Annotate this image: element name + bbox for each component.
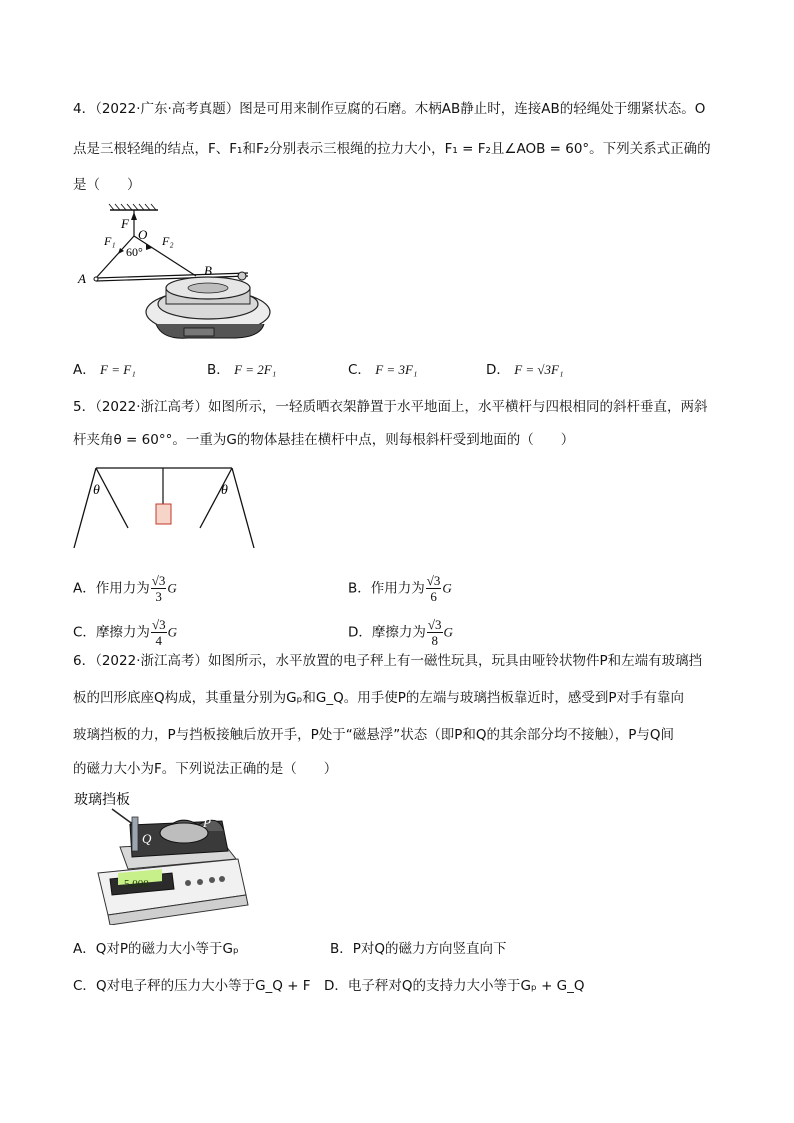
- q5-option-a-text: 作用力为: [95, 580, 150, 597]
- q4-option-b[interactable]: [207, 360, 276, 380]
- q4-label-F: F: [121, 216, 129, 231]
- q5-option-c-fraction: [151, 617, 167, 648]
- q5-theta-left: θ: [93, 483, 100, 498]
- q6-scale-figure: [72, 785, 252, 925]
- q4-label-F1: F₁: [104, 234, 116, 248]
- q6-option-c[interactable]: [73, 976, 311, 996]
- q4-option-d[interactable]: [486, 360, 564, 380]
- q5-option-d-text: 摩擦力为: [371, 624, 426, 641]
- q5-option-b-text: 作用力为: [370, 580, 425, 597]
- q4-label-F2: F₂: [162, 234, 174, 248]
- q6-option-b-text: P对Q的磁力方向竖直向下: [352, 941, 507, 957]
- q4-stem-line-2: 点是三根轻绳的结点，F、F₁和F₂分别表示三根绳的拉力大小，F₁ = F₂且∠AOB = 60°。下列关系式正确的: [73, 141, 711, 157]
- q5-option-d-denominator: 8: [431, 633, 438, 648]
- q5-option-d-tail: G: [443, 624, 453, 640]
- q5-option-d-fraction: [427, 617, 443, 648]
- q5-option-b[interactable]: [348, 573, 452, 604]
- q6-stem-line-2: 板的凹形底座Q构成，其重量分别为Gₚ和G_Q。用手使P的左端与玻璃挡板靠近时，感受到P对手有靠向: [73, 690, 684, 706]
- q5-option-a-fraction: [151, 573, 167, 604]
- q5-option-d-label: D．: [348, 624, 372, 641]
- q4-option-a[interactable]: [73, 360, 136, 380]
- q5-option-c[interactable]: [73, 617, 177, 648]
- q6-option-a-label: A．: [73, 941, 96, 957]
- q4-stem-line-3: 是（ ）: [73, 177, 141, 193]
- q6-option-b-label: B．: [330, 941, 353, 957]
- q6-option-a[interactable]: [73, 939, 239, 959]
- q6-stem-line-3: 玻璃挡板的力，P与挡板接触后放开手，P处于“磁悬浮”状态（即P和Q的其余部分均不接触），P与Q间: [73, 727, 675, 743]
- q4-option-a-label: A．: [73, 362, 96, 378]
- q5-theta-right: θ: [221, 483, 228, 498]
- q5-option-a-numerator: √3: [151, 573, 166, 588]
- q5-option-c-numerator: √3: [151, 617, 166, 632]
- q4-option-b-text: F = 2F₁: [234, 362, 277, 377]
- q4-label-angle: 60°: [126, 245, 143, 259]
- q6-option-d[interactable]: [324, 976, 585, 996]
- q5-stem-line-1: 5．（2022·浙江高考）如图所示，一轻质晒衣架静置于水平地面上，水平横杆与四根相同的斜杆垂直，两斜: [73, 399, 708, 415]
- q5-option-d[interactable]: [348, 617, 453, 648]
- q5-stem-line-2: 杆夹角θ = 60°°。一重为G的物体悬挂在横杆中点，则每根斜杆受到地面的（ ）: [73, 432, 575, 448]
- q5-option-a[interactable]: [73, 573, 177, 604]
- q6-option-c-text: Q对电子秤的压力大小等于G_Q + F: [95, 978, 311, 994]
- q4-option-d-label: D．: [486, 362, 510, 378]
- q5-option-c-denominator: 4: [155, 633, 162, 648]
- q6-option-c-label: C．: [73, 978, 96, 994]
- q5-option-a-tail: G: [167, 580, 177, 596]
- q6-stem-line-4: 的磁力大小为F。下列说法正确的是（ ）: [73, 761, 338, 777]
- q6-option-d-label: D．: [324, 978, 348, 994]
- q4-option-c[interactable]: [348, 360, 417, 380]
- q5-option-c-label: C．: [73, 624, 96, 641]
- q4-option-d-text: F = √3F₁: [514, 362, 564, 377]
- q4-millstone-figure: [72, 200, 282, 350]
- q6-label-Q: Q: [142, 831, 152, 846]
- q4-option-a-text: F = F₁: [100, 362, 136, 377]
- q6-caption: 玻璃挡板: [74, 793, 130, 808]
- q4-label-A: A: [78, 271, 86, 286]
- q4-option-c-text: F = 3F₁: [375, 362, 418, 377]
- q5-option-b-label: B．: [348, 580, 371, 597]
- q5-drying-rack-figure: [72, 462, 262, 554]
- q4-label-B: B: [204, 263, 212, 278]
- q6-label-P: P: [203, 815, 211, 830]
- q6-scale-display: 5.000: [124, 878, 149, 890]
- q4-stem-line-1: 4．（2022·广东·高考真题）图是可用来制作豆腐的石磨。木柄AB静止时，连接AB的轻绳处于绷紧状态。O: [73, 101, 706, 117]
- q4-label-O: O: [138, 227, 148, 242]
- q4-option-c-label: C．: [348, 362, 371, 378]
- q6-option-a-text: Q对P的磁力大小等于Gₚ: [95, 941, 239, 957]
- q5-option-d-numerator: √3: [427, 617, 442, 632]
- q6-stem-line-1: 6．（2022·浙江高考）如图所示，水平放置的电子秤上有一磁性玩具，玩具由哑铃状物件P和左端有玻璃挡: [73, 653, 703, 669]
- q6-option-d-text: 电子秤对Q的支持力大小等于Gₚ + G_Q: [347, 978, 585, 994]
- q5-option-a-denominator: 3: [155, 589, 162, 604]
- q5-option-c-tail: G: [167, 624, 177, 640]
- q5-option-b-tail: G: [442, 580, 452, 596]
- q5-option-a-label: A．: [73, 580, 96, 597]
- q5-option-c-text: 摩擦力为: [95, 624, 150, 641]
- q4-option-b-label: B．: [207, 362, 230, 378]
- q5-option-b-denominator: 6: [430, 589, 437, 604]
- q6-option-b[interactable]: [330, 939, 507, 959]
- q5-option-b-fraction: [426, 573, 442, 604]
- q5-option-b-numerator: √3: [426, 573, 441, 588]
